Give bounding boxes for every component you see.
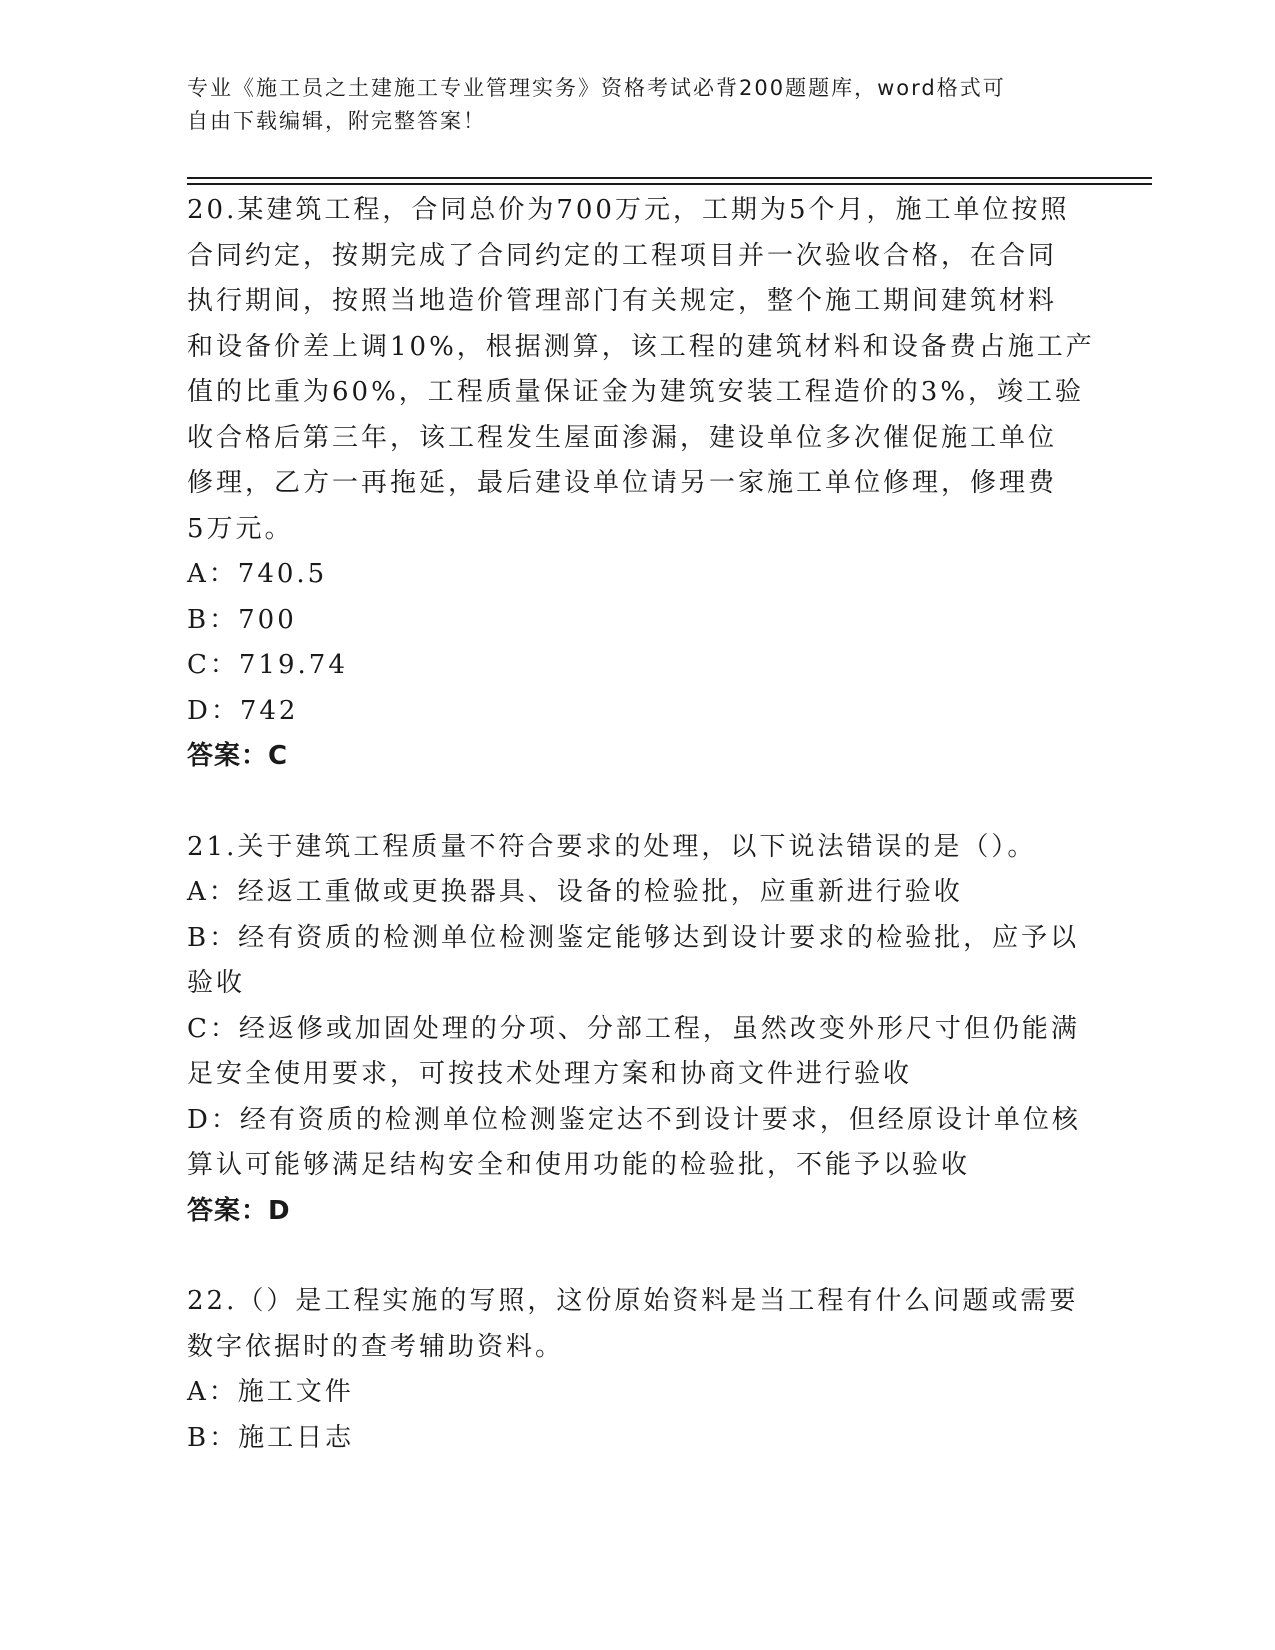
- question-22-stem-line-2: 数字依据时的查考辅助资料。: [187, 1331, 565, 1362]
- question-21: [187, 825, 1087, 1235]
- question-21-option-b-line-2: 验收: [187, 968, 246, 998]
- question-20-stem-line-5: 值的比重为60%，工程质量保证金为建筑安装工程造价的3%，竣工验: [187, 377, 1085, 407]
- question-20-stem-line-4: 和设备价差上调10%，根据测算，该工程的建筑材料和设备费占施工产: [187, 331, 1095, 362]
- question-21-answer: 答案：D: [187, 1195, 291, 1226]
- question-20-answer: 答案：C: [187, 741, 289, 771]
- question-20-stem-line-3: 执行期间，按照当地造价管理部门有关规定，整个施工期间建筑材料: [187, 286, 1058, 316]
- question-22-option-b: B：施工日志: [187, 1422, 355, 1453]
- question-21-option-d-line-1: D：经有资质的检测单位检测鉴定达不到设计要求，但经原设计单位核: [187, 1104, 1081, 1135]
- question-spacer: [187, 1234, 1087, 1279]
- question-22-option-a: A：施工文件: [187, 1377, 354, 1407]
- question-22: [187, 1279, 1087, 1461]
- header-line-1: 专业《施工员之土建施工专业管理实务》资格考试必背200题题库，word格式可: [187, 76, 1006, 100]
- question-20-stem-line-8: 5万元。: [187, 513, 294, 544]
- question-21-option-b-line-1: B：经有资质的检测单位检测鉴定能够达到设计要求的检验批，应予以: [187, 922, 1080, 953]
- question-20-option-c: C：719.74: [187, 650, 348, 680]
- question-20-stem-line-7: 修理，乙方一再拖延，最后建设单位请另一家施工单位修理，修理费: [187, 468, 1058, 498]
- question-22-stem-line-1: 22.（）是工程实施的写照，这份原始资料是当工程有什么问题或需要: [187, 1286, 1079, 1316]
- header-divider-top: [187, 177, 1152, 179]
- question-21-option-c-line-1: C：经返修或加固处理的分项、分部工程，虽然改变外形尺寸但仍能满: [187, 1013, 1080, 1044]
- question-20: [187, 188, 1095, 780]
- question-21-option-a: A：经返工重做或更换器具、设备的检验批，应重新进行验收: [187, 877, 963, 907]
- question-20-stem-line-2: 合同约定，按期完成了合同约定的工程项目并一次验收合格，在合同: [187, 240, 1058, 271]
- question-list: [187, 188, 1095, 1461]
- header-divider-bottom: [187, 183, 1152, 185]
- question-20-stem-line-1: 20.某建筑工程，合同总价为700万元，工期为5个月，施工单位按照: [187, 195, 1070, 225]
- question-20-stem-line-6: 收合格后第三年，该工程发生屋面渗漏，建设单位多次催促施工单位: [187, 422, 1058, 453]
- question-21-stem: 21.关于建筑工程质量不符合要求的处理，以下说法错误的是（）。: [187, 831, 1037, 862]
- document-header: [187, 72, 1077, 138]
- header-line-2: 自由下载编辑，附完整答案！: [187, 109, 486, 133]
- question-spacer: [187, 780, 1087, 825]
- question-21-option-c-line-2: 足安全使用要求，可按技术处理方案和协商文件进行验收: [187, 1059, 913, 1089]
- question-20-option-a: A：740.5: [187, 559, 328, 589]
- question-20-option-d: D：742: [187, 695, 299, 726]
- question-20-option-b: B：700: [187, 604, 297, 635]
- question-21-option-d-line-2: 算认可能够满足结构安全和使用功能的检验批，不能予以验收: [187, 1150, 971, 1180]
